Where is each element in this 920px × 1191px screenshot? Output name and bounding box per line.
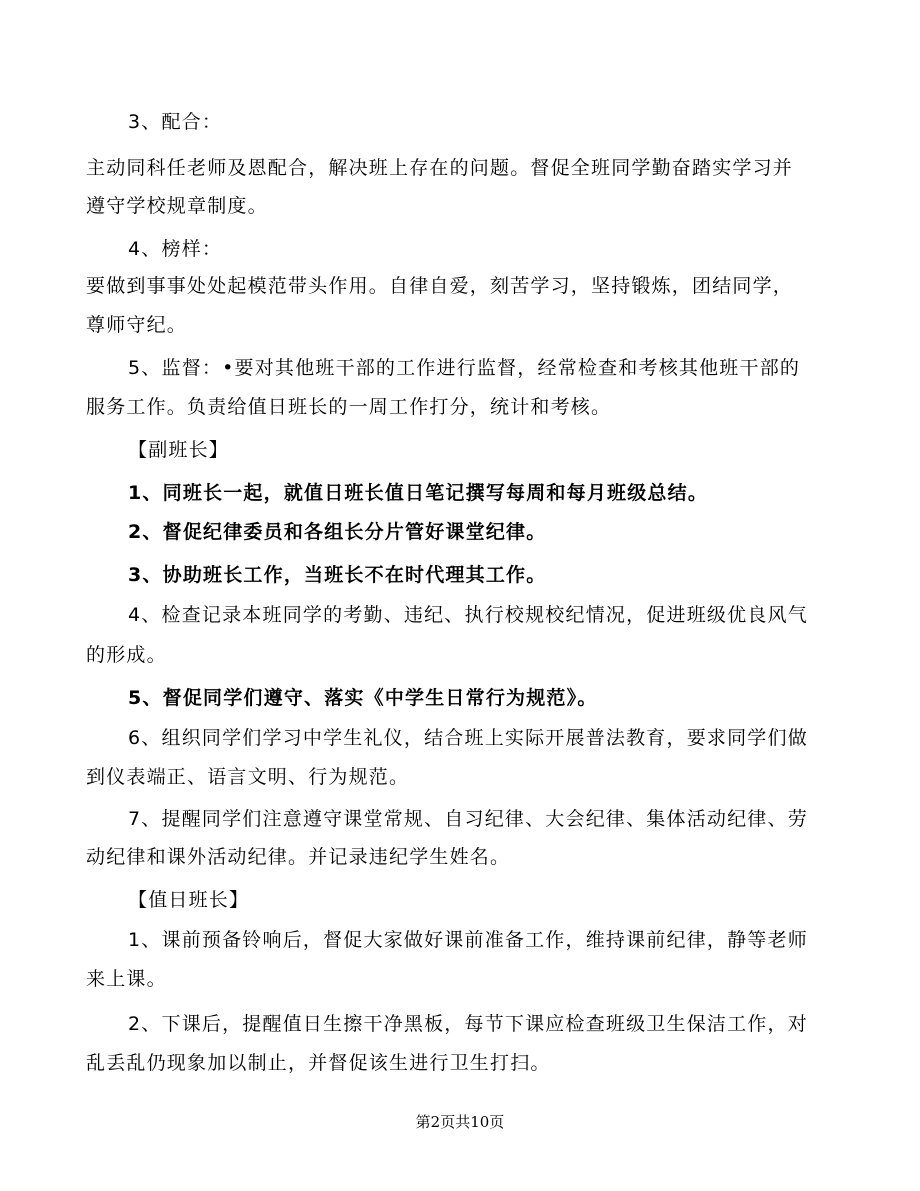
section-heading-duty-monitor: 【值日班长】 bbox=[128, 889, 250, 911]
paragraph-line: 乱丢乱仍现象加以制止，并督促该生进行卫生打扫。 bbox=[86, 1052, 551, 1074]
list-item: 1、课前预备铃响后，督促大家做好课前准备工作，维持课前纪律，静等老师 bbox=[128, 929, 808, 951]
paragraph-line: 的形成。 bbox=[86, 644, 167, 666]
paragraph-line: 来上课。 bbox=[86, 968, 167, 990]
paragraph-line: 要做到事事处处起模范带头作用。自律自爱，刻苦学习，坚持锻炼，团结同学， bbox=[86, 275, 794, 297]
list-item: 5、督促同学们遵守、落实《中学生日常行为规范》。 bbox=[128, 687, 598, 709]
section-heading-cooperation: 3、配合： bbox=[128, 111, 223, 133]
paragraph-line: 遵守学校规章制度。 bbox=[86, 195, 268, 217]
list-item: 2、下课后，提醒值日生擦干净黑板，每节下课应检查班级卫生保洁工作，对 bbox=[128, 1013, 808, 1035]
paragraph-line: 尊师守纪。 bbox=[86, 314, 188, 336]
paragraph-line: 5、监督：•要对其他班干部的工作进行监督，经常检查和考核其他班干部的 bbox=[128, 357, 801, 379]
list-item: 2、督促纪律委员和各组长分片管好课堂纪律。 bbox=[128, 521, 547, 543]
list-item: 6、组织同学们学习中学生礼仪，结合班上实际开展普法教育，要求同学们做 bbox=[128, 727, 808, 749]
list-item: 1、同班长一起，就值日班长值日笔记撰写每周和每月班级总结。 bbox=[128, 482, 709, 504]
list-item: 3、协助班长工作，当班长不在时代理其工作。 bbox=[128, 564, 547, 586]
list-item: 7、提醒同学们注意遵守课堂常规、自习纪律、大会纪律、集体活动纪律、劳 bbox=[128, 808, 808, 830]
page-number: 第2页共10页 bbox=[415, 1113, 505, 1131]
paragraph-line: 主动同科任老师及恩配合，解决班上存在的问题。督促全班同学勤奋踏实学习并 bbox=[86, 157, 794, 179]
paragraph-line: 动纪律和课外活动纪律。并记录违纪学生姓名。 bbox=[86, 846, 511, 868]
paragraph-line: 服务工作。负责给值日班长的一周工作打分，统计和考核。 bbox=[86, 396, 612, 418]
section-heading-vice-monitor: 【副班长】 bbox=[128, 439, 230, 461]
list-item: 4、检查记录本班同学的考勤、违纪、执行校规校纪情况，促进班级优良风气 bbox=[128, 604, 808, 626]
section-heading-role-model: 4、榜样： bbox=[128, 238, 223, 260]
paragraph-line: 到仪表端正、语言文明、行为规范。 bbox=[86, 766, 410, 788]
